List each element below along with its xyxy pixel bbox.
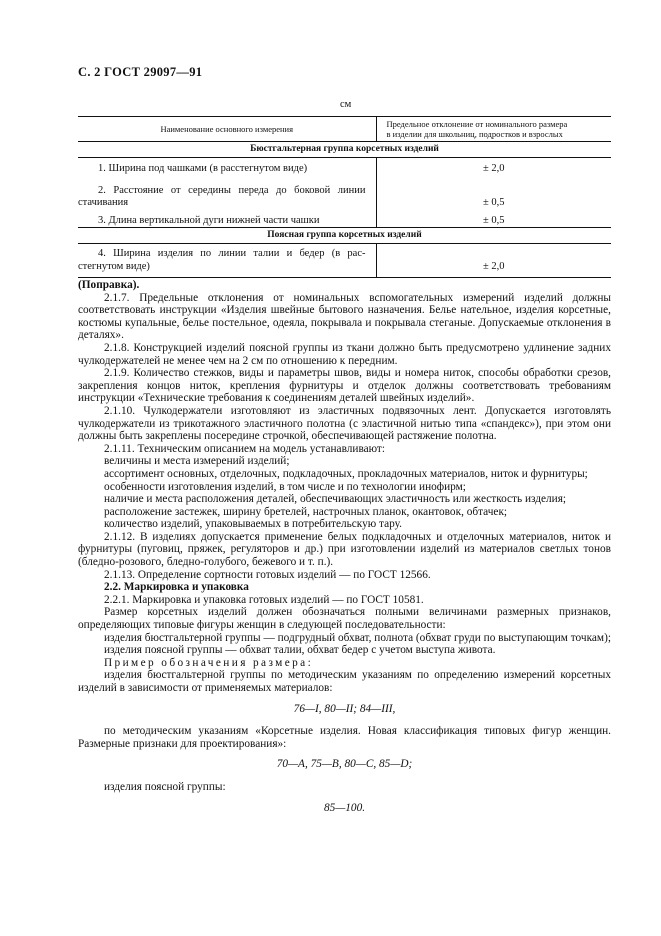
table-header-row	[78, 117, 611, 142]
paragraph-2-1-11: 2.1.11. Техническим описанием на модель устанавливают:	[104, 442, 386, 455]
row2-name	[78, 180, 376, 210]
paragraph-2-1-10: 2.1.10. Чулкодержатели изготовляют из эластичных подвязочных лент. Допускается изготовлять чулкодержатели из трикотажного эластичного полотна (с эластичной нитью типа «спандекс»), при этом они должны быть закреплены посередине строчкой, обеспечивающей растяжение полотна.	[78, 404, 611, 443]
formula-2: 70—A, 75—B, 80—C, 85—D;	[276, 758, 413, 771]
group2-title: Поясная группа корсетных изделий	[78, 228, 611, 244]
paragraph-2-1-8: 2.1.8. Конструкцией изделий поясной группы из ткани должно быть предусмотрено удлинение задних чулкодержателей не менее чем на 2 см по отношению к передним.	[78, 341, 611, 367]
row2-value: ± 0,5	[482, 197, 505, 208]
formula-3: 85—100.	[323, 801, 366, 814]
list-item: ассортимент основных, отделочных, подкладочных, прокладочных материалов, ниток и фурнитуры;	[104, 467, 588, 480]
col1-header: Наименование основного измерения	[78, 117, 376, 142]
example-label: Пример обозначения размера:	[104, 656, 314, 669]
row3-name: 3. Длина вертикальной дуги нижней части чашки	[78, 210, 376, 228]
row1-name: 1. Ширина под чашками (в расстегнутом виде)	[78, 158, 376, 180]
list-item: величины и места измерений изделий;	[104, 455, 290, 468]
paragraph-example-bra: изделия бюстгальтерной группы по методическим указаниям по определению измерений корсетных изделий в зависимости от применяемых материалов:	[78, 669, 611, 694]
col2-header-line2: в изделии для школьниц, подростков и взрослых	[386, 129, 563, 139]
paragraph-2-1-9: 2.1.9. Количество стежков, виды и параметры швов, виды и номера ниток, способы обработки срезов, закрепления концов ниток, крепления фурнитуры и отделок должны соответствовать требованиям инструкции «Технические требования к соединениям деталей швейных изделий».	[78, 367, 611, 405]
paragraph-example-waist: изделия поясной группы:	[104, 780, 226, 793]
deviation-table	[78, 116, 611, 278]
row4-name	[78, 244, 376, 278]
row2-name-line2: стачивания	[78, 197, 129, 208]
row4-name-line2: стегнутом виде)	[78, 260, 150, 272]
col2-header	[376, 117, 611, 142]
group1-row	[78, 142, 611, 158]
list-item: расположение застежек, ширину бретелей, настрочных планок, окантовок, обтачек;	[104, 505, 508, 518]
page-header: С. 2 ГОСТ 29097—91	[78, 65, 203, 79]
table-row	[78, 210, 611, 228]
paragraph-bra-group: изделия бюстгальтерной группы — подгрудный обхват, полнота (обхват груди по выступающим точкам);	[104, 631, 611, 644]
list-item: наличие и места расположения деталей, обеспечивающих эластичность или жесткость изделия;	[104, 493, 567, 506]
row4-name-line1: 4. Ширина изделия по линии талии и бедер (в рас-	[98, 248, 366, 259]
table-row	[78, 180, 611, 210]
col2-header-line1: Предельное отклонение от номинального размера	[386, 119, 568, 129]
row3-value: ± 0,5	[482, 214, 505, 226]
row1-value: ± 2,0	[482, 162, 505, 174]
table-row	[78, 244, 611, 278]
table-row	[78, 158, 611, 180]
paragraph-2-1-7: 2.1.7. Предельные отклонения от номинальных вспомогательных измерений изделий должны соответствовать инструкции «Изделия швейные бытового назначения. Белье нательное, изделия корсетные, костюмы купальные, белье постельное, одеяла, покрывала и покрывала стеганые. Допускаемые отклонения в деталях».	[78, 291, 611, 342]
section-heading-2-2: 2.2. Маркировка и упаковка	[104, 581, 249, 594]
paragraph-size-designation: Размер корсетных изделий должен обозначаться полными величинами размерных признаков, определяющих типовые фигуры женщин в следующей последовательности:	[78, 606, 611, 632]
amendment-note: (Поправка).	[78, 279, 140, 291]
paragraph-example-new: по методическим указаниям «Корсетные изделия. Новая классификация типовых фигур женщин. Размерные признаки для проектирования»:	[78, 725, 611, 750]
paragraph-2-2-1: 2.2.1. Маркировка и упаковка готовых изделий — по ГОСТ 10581.	[104, 593, 424, 606]
formula-1: 76—I, 80—II; 84—III,	[293, 702, 396, 715]
list-item: особенности изготовления изделий, в том числе и по технологии инофирм;	[104, 480, 466, 493]
group1-title: Бюстгальтерная группа корсетных изделий	[78, 142, 611, 158]
row2-name-line1: 2. Расстояние от середины переда до боковой линии	[98, 184, 366, 196]
list-item: количество изделий, упаковываемых в потребительскую тару.	[104, 518, 402, 531]
row4-value: ± 2,0	[376, 244, 611, 278]
paragraph-2-1-12: 2.1.12. В изделиях допускается применение белых подкладочных и отделочных материалов, ниток и фурнитуры (пуговиц, пряжек, регуляторов и др.) при изготовлении изделий из материалов светлых тонов (бледно-розового, бледно-голубого, бежевого и т. п.).	[78, 530, 611, 569]
paragraph-2-1-13: 2.1.13. Определение сортности готовых изделий — по ГОСТ 12566.	[104, 568, 431, 581]
table-unit: см	[340, 99, 352, 110]
body-text	[78, 279, 611, 824]
group2-row	[78, 228, 611, 244]
paragraph-waist-group: изделия поясной группы — обхват талии, обхват бедер с учетом выступа живота.	[104, 644, 496, 657]
